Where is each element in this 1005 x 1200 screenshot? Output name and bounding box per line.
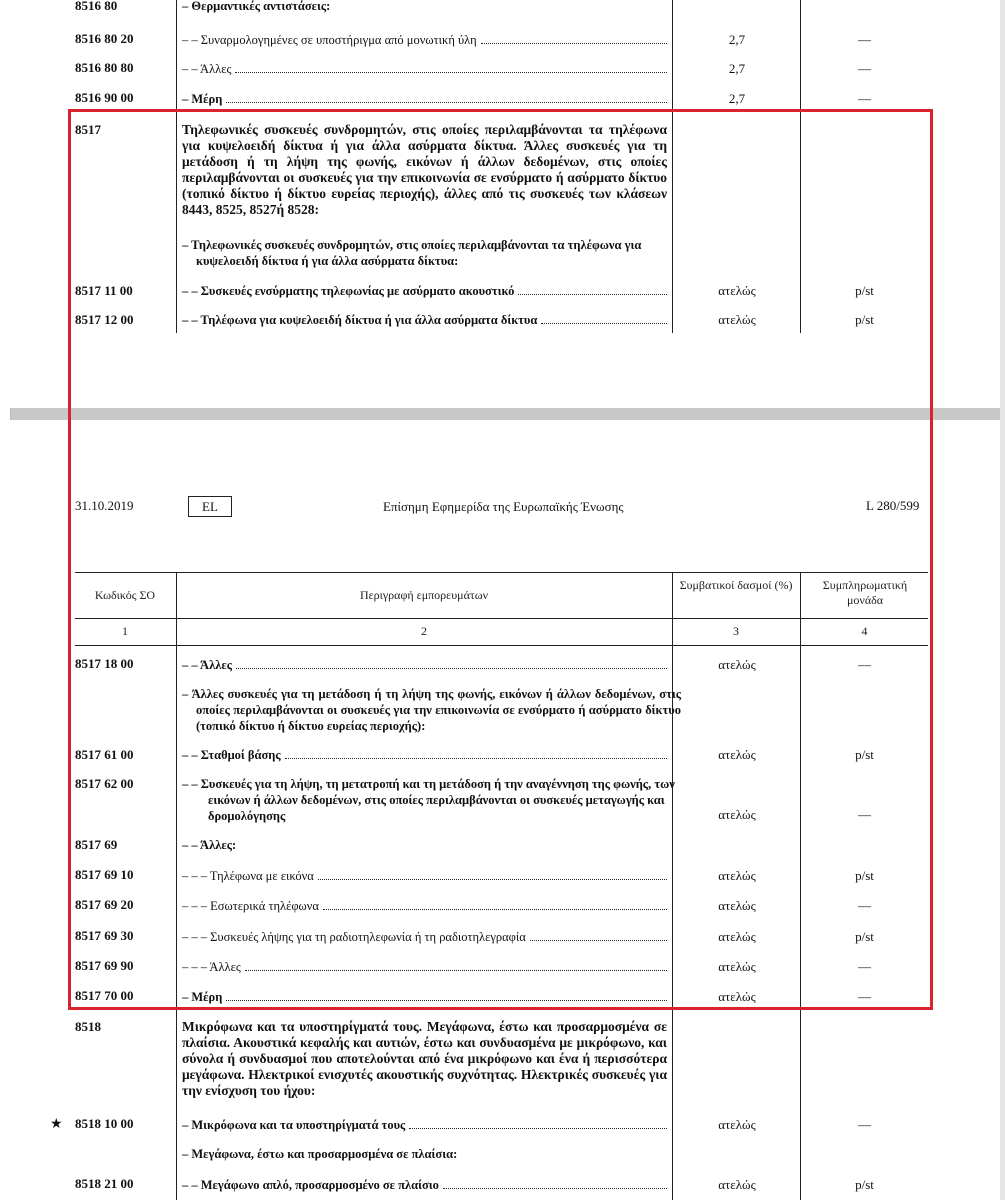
- column-number: 3: [733, 624, 739, 638]
- row-description: – – Συσκευές ενσύρματης τηλεφωνίας με ασύρματο ακουστικό: [182, 283, 667, 299]
- cn-code: 8516 80 20: [75, 31, 134, 46]
- cn-heading-code: 8517: [75, 122, 101, 137]
- cn-code: 8518 21 00: [75, 1176, 134, 1191]
- row-description: – – Μεγάφωνο απλό, προσαρμοσμένο σε πλαίσιο: [182, 1177, 667, 1193]
- duty-rate: ατελώς: [718, 283, 756, 298]
- column-header-unit: Συμπληρωματική μονάδα: [822, 578, 908, 607]
- cn-code: 8517 69 30: [75, 928, 134, 943]
- supplementary-unit: —: [858, 989, 871, 1004]
- row-description: – – Συναρμολογημένες σε υποστήριγμα από μονωτική ύλη: [182, 32, 667, 48]
- supplementary-unit: p/st: [855, 283, 874, 298]
- column-header-duties: Συμβατικοί δασμοί (%): [679, 578, 793, 592]
- duty-rate: 2,7: [728, 61, 746, 76]
- row-description: – – Τηλέφωνα για κυψελοειδή δίκτυα ή για άλλα ασύρματα δίκτυα: [182, 312, 667, 328]
- cn-code: 8517 69: [75, 837, 118, 852]
- row-description: – – Άλλες: [182, 61, 667, 77]
- duty-rate: ατελώς: [718, 898, 756, 913]
- cn-code: 8517 11 00: [75, 283, 133, 298]
- row-description: – – – Συσκευές λήψης για τη ραδιοτηλεφωνία ή τη ραδιοτηλεγραφία: [182, 929, 667, 945]
- row-description: – – – Εσωτερικά τηλέφωνα: [182, 898, 667, 914]
- right-window-edge: [1000, 0, 1005, 1200]
- column-number: 2: [421, 624, 427, 638]
- cn-code: 8517 69 90: [75, 958, 134, 973]
- cn-code: 8518 10 00: [75, 1116, 134, 1131]
- supplementary-unit: —: [858, 91, 871, 106]
- supplementary-unit: p/st: [855, 312, 874, 327]
- column-number: 4: [861, 624, 868, 638]
- duty-rate: ατελώς: [718, 657, 756, 672]
- supplementary-unit: p/st: [855, 747, 874, 762]
- duty-rate: ατελώς: [718, 1177, 756, 1192]
- row-description: – – Συσκευές για τη λήψη, τη μετατροπή και τη μετάδοση ή την αναγέννηση της φωνής, των εικόνων ή άλλων δεδομένων, στις οποίες περιλαμβάνονται οι συσκευές μεταγωγής και δρομολόγησης: [182, 777, 675, 823]
- heading-description: Τηλεφωνικές συσκευές συνδρομητών, στις οποίες περιλαμβάνονται τα τηλέφωνα για κυψελοειδή δίκτυα ή για άλλα ασύρματα δίκτυα. Άλλες συσκευές για τη μετάδοση ή τη λήψη της φωνής, εικόνων ή άλλων δεδομένων, στις οποίες περιλαμβάνονται οι συσκευές για την επικοινωνία σε ενσύρματο ή ασύρματο δίκτυο (τοπικό δίκτυο ή δίκτυο ευρείας περιοχής), άλλες από τις συσκευές των κλάσεων 8443, 8525, 8527ή 8528:: [182, 122, 667, 217]
- duty-rate: ατελώς: [718, 989, 756, 1004]
- language-badge: EL: [188, 496, 232, 517]
- row-description: – – Άλλες:: [182, 838, 237, 852]
- column-header-code: Κωδικός ΣΟ: [94, 588, 156, 602]
- supplementary-unit: —: [858, 898, 871, 913]
- row-description: – – Σταθμοί βάσης: [182, 747, 667, 763]
- publication-date: 31.10.2019: [75, 498, 134, 513]
- duty-rate: ατελώς: [718, 868, 756, 883]
- cn-code: 8516 80: [75, 0, 118, 13]
- cn-code: 8517 12 00: [75, 312, 134, 327]
- row-description: – – – Άλλες: [182, 959, 667, 975]
- duty-rate: ατελώς: [718, 959, 756, 974]
- duty-rate: 2,7: [728, 91, 746, 106]
- row-description: – Μέρη: [182, 989, 667, 1005]
- supplementary-unit: p/st: [855, 1177, 874, 1192]
- supplementary-unit: —: [858, 32, 871, 47]
- supplementary-unit: —: [858, 657, 871, 672]
- row-description: – – – Τηλέφωνα με εικόνα: [182, 868, 667, 884]
- page-upper: [0, 0, 1005, 408]
- subheading-description: – Άλλες συσκευές για τη μετάδοση ή τη λήψη της φωνής, εικόνων ή άλλων δεδομένων, στις οποίες περιλαμβάνονται οι συσκευές για την επικοινωνία σε ενσύρματο ή ασύρματο δίκτυο (τοπικό δίκτυο ή δίκτυο ευρείας περιοχής):: [182, 687, 681, 733]
- column-header-description: Περιγραφή εμπορευμάτων: [359, 588, 489, 602]
- column-number: 1: [122, 624, 128, 638]
- cn-code: 8516 90 00: [75, 90, 134, 105]
- supplementary-unit: —: [858, 61, 871, 76]
- cn-code: 8517 18 00: [75, 656, 134, 671]
- cn-code: 8517 61 00: [75, 747, 134, 762]
- duty-rate: ατελώς: [718, 807, 756, 822]
- duty-rate: ατελώς: [718, 1117, 756, 1132]
- supplementary-unit: p/st: [855, 868, 874, 883]
- row-description: – Μικρόφωνα και τα υποστηρίγματά τους: [182, 1117, 667, 1133]
- row-description: – – Άλλες: [182, 657, 667, 673]
- star-icon: ★: [50, 1117, 63, 1132]
- cn-code: 8517 69 10: [75, 867, 134, 882]
- supplementary-unit: —: [858, 959, 871, 974]
- duty-rate: ατελώς: [718, 929, 756, 944]
- duty-rate: ατελώς: [718, 747, 756, 762]
- cn-code: 8517 69 20: [75, 897, 134, 912]
- row-description: – Μέρη: [182, 91, 667, 107]
- supplementary-unit: —: [858, 1117, 871, 1132]
- subheading-description: – Τηλεφωνικές συσκευές συνδρομητών, στις οποίες περιλαμβάνονται τα τηλέφωνα για κυψελοειδή δίκτυα ή για άλλα ασύρματα δίκτυα:: [182, 238, 642, 268]
- heading-description: Μικρόφωνα και τα υποστηρίγματά τους. Μεγάφωνα, έστω και προσαρμοσμένα σε πλαίσια. Ακουστικά κεφαλής και αυτιών, έστω και συνδυασμένα με μικρόφωνο, και σύνολα ή συνδυασμοί που αποτελούνται από ένα μικρόφωνο και ένα ή περισσότερα μεγάφωνα. Ηλεκτρικοί ενισχυτές ακουστικής συχνότητας. Ηλεκτρικές συσκευές για την ενίσχυση του ήχου:: [182, 1019, 667, 1098]
- supplementary-unit: p/st: [855, 929, 874, 944]
- cn-code: 8516 80 80: [75, 60, 134, 75]
- duty-rate: 2,7: [728, 32, 746, 47]
- subheading-description: – Μεγάφωνα, έστω και προσαρμοσμένα σε πλαίσια:: [182, 1147, 458, 1161]
- cn-code: 8517 62 00: [75, 776, 134, 791]
- row-description: – Θερμαντικές αντιστάσεις:: [182, 0, 331, 13]
- page-reference: L 280/599: [866, 498, 920, 513]
- cn-heading-code: 8518: [75, 1019, 101, 1034]
- supplementary-unit: —: [858, 807, 871, 822]
- cn-code: 8517 70 00: [75, 988, 134, 1003]
- journal-title: Επίσημη Εφημερίδα της Ευρωπαϊκής Ένωσης: [383, 499, 624, 514]
- duty-rate: ατελώς: [718, 312, 756, 327]
